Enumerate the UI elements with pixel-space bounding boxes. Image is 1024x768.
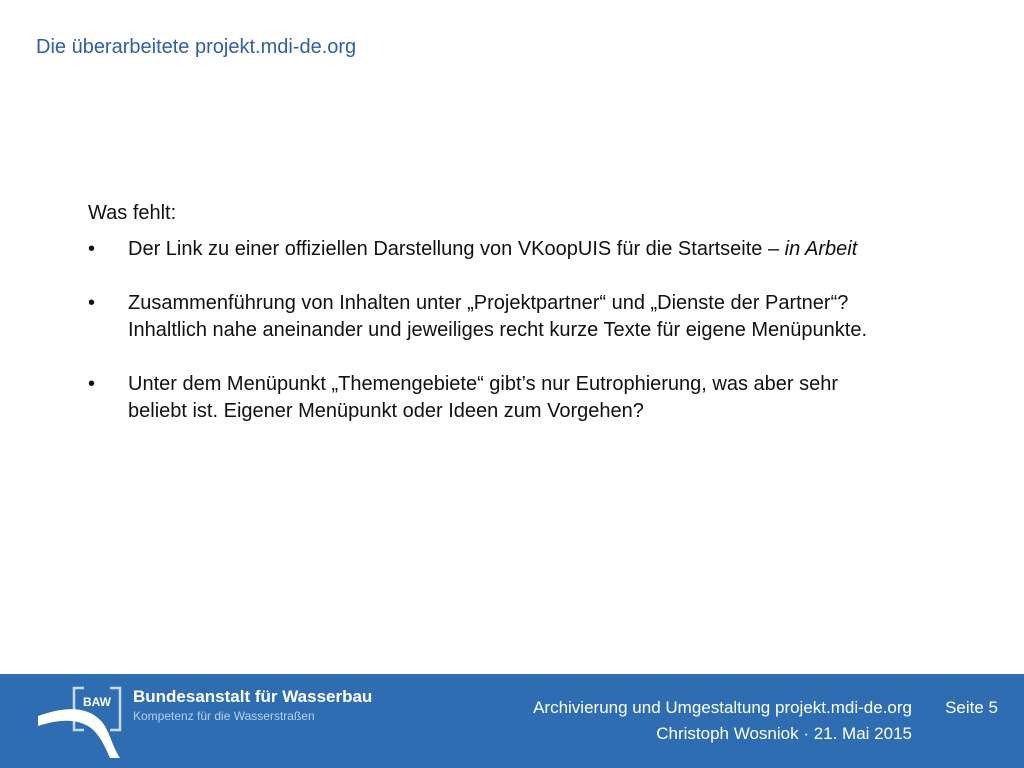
bullet-item-link xyxy=(88,236,988,263)
bullet-line xyxy=(128,236,988,263)
bullet-item-merge xyxy=(88,290,988,344)
bullet-text: Der Link zu einer offiziellen Darstellung von VKoopUIS für die Startseite – xyxy=(128,238,785,260)
bullet-line: Unter dem Menüpunkt „Themengebiete“ gibt’s nur Eutrophierung, was aber sehr xyxy=(128,373,839,395)
bullet-list xyxy=(88,236,988,425)
org-tagline: Kompetenz für die Wasserstraßen xyxy=(133,709,315,723)
author-date: Christoph Wosniok · 21. Mai 2015 xyxy=(656,724,912,743)
slide-content xyxy=(88,200,988,452)
bullet-marker: • xyxy=(88,292,96,314)
org-name: Bundesanstalt für Wasserbau xyxy=(133,687,373,706)
presentation-title: Archivierung und Umgestaltung projekt.mdi-de.org xyxy=(533,698,912,717)
logo-text: BAW xyxy=(83,695,111,709)
bullet-marker: • xyxy=(88,373,96,395)
page-number: Seite 5 xyxy=(945,698,998,717)
bullet-line: Inhaltlich nahe aneinander und jeweiliges recht kurze Texte für eigene Menüpunkte. xyxy=(128,319,868,341)
footer-bar xyxy=(0,674,1024,768)
bullet-line: Zusammenführung von Inhalten unter „Projektpartner“ und „Dienste der Partner“? xyxy=(128,292,849,314)
baw-logo-icon xyxy=(36,682,136,760)
bullet-item-themes xyxy=(88,371,988,425)
bullet-line: beliebt ist. Eigener Menüpunkt oder Ideen zum Vorgehen? xyxy=(128,400,644,422)
slide-title: Die überarbeitete projekt.mdi-de.org xyxy=(36,36,357,58)
status-emphasis: in Arbeit xyxy=(784,238,858,260)
bullet-marker: • xyxy=(88,238,96,260)
intro-text: Was fehlt: xyxy=(88,202,177,224)
